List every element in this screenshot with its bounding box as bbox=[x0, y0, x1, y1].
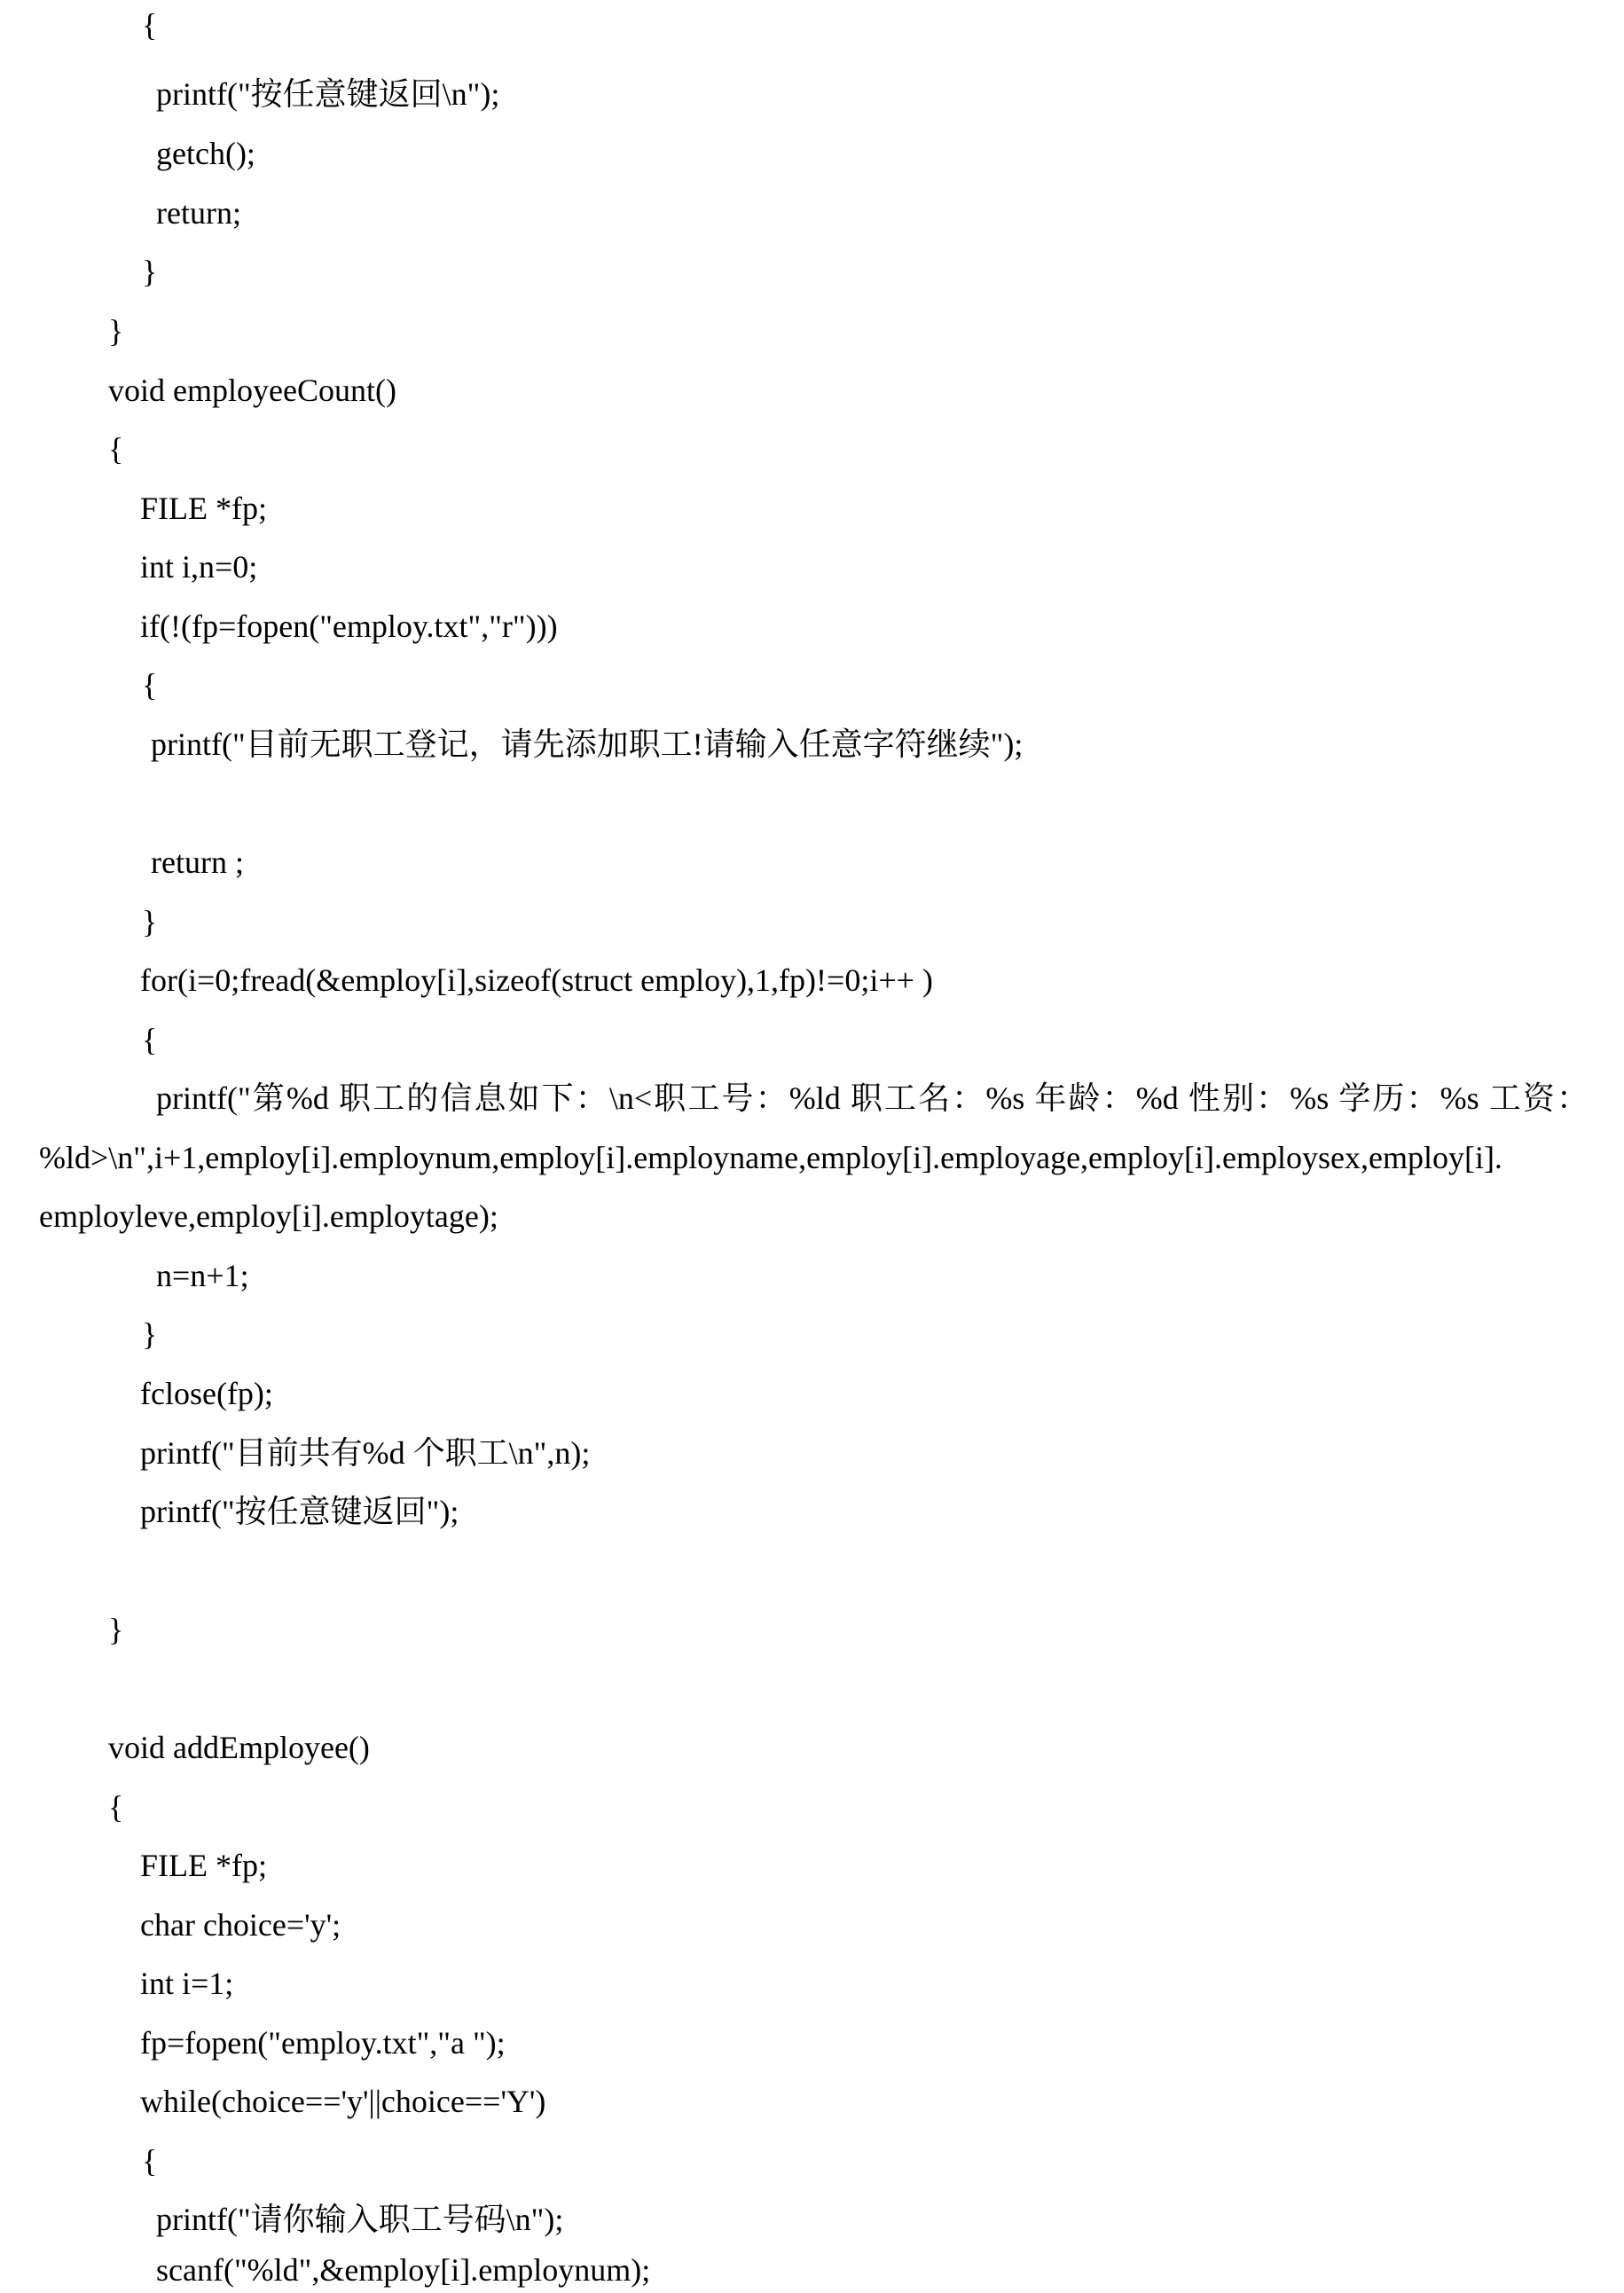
code-line: fclose(fp); bbox=[140, 1376, 273, 1411]
code-line: scanf("%ld",&employ[i].employnum); bbox=[156, 2252, 651, 2288]
code-line: { bbox=[108, 1789, 124, 1825]
code-line: int i=1; bbox=[140, 1966, 234, 2001]
code-line: { bbox=[142, 7, 158, 43]
code-line: } bbox=[142, 1316, 158, 1352]
code-line: printf("按任意键返回\n"); bbox=[156, 76, 500, 112]
code-line: getch(); bbox=[156, 136, 255, 171]
code-line: %ld>\n",i+1,employ[i].employnum,employ[i].employname,employ[i].employage,employ[i].employsex,employ[i]. bbox=[39, 1140, 1502, 1175]
code-line: FILE *fp; bbox=[140, 491, 267, 526]
code-line: if(!(fp=fopen("employ.txt","r"))) bbox=[140, 609, 558, 644]
code-line: printf("第%d 职工的信息如下：\n<职工号：%ld 职工名：%s 年龄：%d 性别：%s 学历：%s 工资： bbox=[156, 1080, 1589, 1116]
code-line: { bbox=[142, 667, 158, 703]
code-line: fp=fopen("employ.txt","a "); bbox=[140, 2025, 506, 2061]
code-line: } bbox=[108, 1612, 124, 1647]
code-line: return; bbox=[156, 195, 241, 231]
code-line: } bbox=[108, 313, 124, 349]
code-line: printf("目前共有%d 个职工\n",n); bbox=[140, 1435, 591, 1471]
code-line: int i,n=0; bbox=[140, 549, 258, 585]
code-line: { bbox=[142, 1022, 158, 1057]
code-line: } bbox=[142, 254, 158, 289]
code-line: employleve,employ[i].employtage); bbox=[39, 1198, 498, 1234]
code-line: for(i=0;fread(&employ[i],sizeof(struct employ),1,fp)!=0;i++ ) bbox=[140, 962, 933, 998]
code-line: { bbox=[142, 2143, 158, 2179]
code-line: void addEmployee() bbox=[108, 1730, 370, 1765]
code-line: } bbox=[142, 904, 158, 939]
code-line: n=n+1; bbox=[156, 1258, 249, 1293]
code-line: printf("目前无职工登记，请先添加职工!请输入任意字符继续"); bbox=[151, 726, 1024, 762]
code-line: char choice='y'; bbox=[140, 1907, 341, 1943]
code-line: { bbox=[108, 431, 124, 467]
code-line: FILE *fp; bbox=[140, 1848, 267, 1883]
code-line: printf("请你输入职工号码\n"); bbox=[156, 2202, 564, 2237]
code-line: return ; bbox=[151, 844, 244, 880]
code-line: printf("按任意键返回"); bbox=[140, 1494, 459, 1529]
code-line: void employeeCount() bbox=[108, 373, 396, 408]
code-line: while(choice=='y'||choice=='Y') bbox=[140, 2084, 546, 2119]
